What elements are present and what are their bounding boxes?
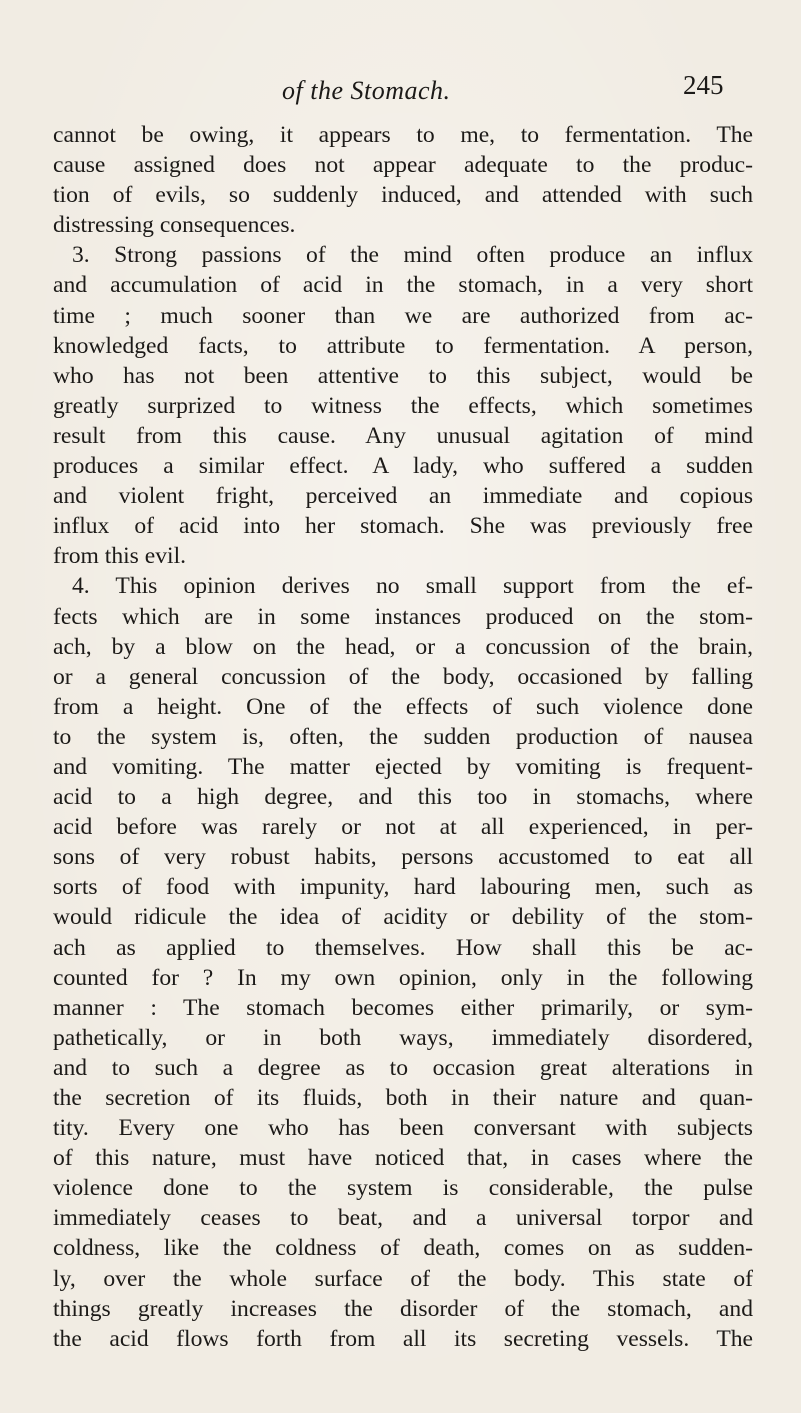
text-line: acid before was rarely or not at all experienced, in per- bbox=[53, 814, 753, 841]
text-line: violence done to the system is considerable, the pulse bbox=[53, 1175, 753, 1202]
text-line: cannot be owing, it appears to me, to fermentation. The bbox=[53, 122, 753, 148]
text-line: distressing consequences. bbox=[53, 212, 296, 239]
text-line: counted for ? In my own opinion, only in the following bbox=[53, 964, 753, 991]
text-line: and to such a degree as to occasion great alterations in bbox=[53, 1054, 753, 1081]
text-line: greatly surprized to witness the effects, which sometimes bbox=[53, 392, 753, 419]
text-line: would ridicule the idea of acidity or debility of the stom- bbox=[53, 904, 753, 931]
text-line: fects which are in some instances produced on the stom- bbox=[53, 603, 753, 630]
running-head bbox=[0, 70, 801, 110]
text-line: pathetically, or in both ways, immediately disordered, bbox=[53, 1024, 753, 1051]
text-line: or a general concussion of the body, occasioned by falling bbox=[53, 663, 753, 690]
text-line: who has not been attentive to this subject, would be bbox=[53, 362, 753, 389]
text-line: 3. Strong passions of the mind often produce an influx bbox=[72, 242, 753, 269]
running-title: of the Stomach. bbox=[282, 76, 451, 105]
text-line: and vomiting. The matter ejected by vomiting is frequent- bbox=[53, 753, 753, 780]
text-line: sons of very robust habits, persons accustomed to eat all bbox=[53, 844, 753, 871]
text-line: and accumulation of acid in the stomach, in a very short bbox=[53, 272, 753, 299]
text-line: to the system is, often, the sudden production of nausea bbox=[53, 723, 753, 750]
text-line: produces a similar effect. A lady, who suffered a sudden bbox=[53, 453, 753, 480]
text-line: from this evil. bbox=[53, 543, 187, 570]
text-line: knowledged facts, to attribute to fermentation. A person, bbox=[53, 332, 753, 359]
text-line: immediately ceases to beat, and a universal torpor and bbox=[53, 1205, 753, 1232]
text-line: tity. Every one who has been conversant with subjects bbox=[53, 1115, 753, 1142]
body-text bbox=[53, 120, 753, 1354]
page-number: 245 bbox=[683, 70, 724, 100]
text-line: tion of evils, so suddenly induced, and attended with such bbox=[53, 182, 753, 209]
text-line: 4. This opinion derives no small support from the ef- bbox=[72, 573, 753, 600]
text-line: acid to a high degree, and this too in stomachs, where bbox=[53, 784, 753, 811]
text-line: ach, by a blow on the head, or a concussion of the brain, bbox=[53, 633, 753, 660]
text-line: from a height. One of the effects of such violence done bbox=[53, 693, 753, 720]
text-line: of this nature, must have noticed that, in cases where the bbox=[53, 1145, 753, 1172]
text-line: the secretion of its fluids, both in their nature and quan- bbox=[53, 1085, 753, 1111]
text-line: manner : The stomach becomes either primarily, or sym- bbox=[53, 994, 753, 1021]
text-line: things greatly increases the disorder of the stomach, and bbox=[53, 1295, 753, 1322]
text-line: ly, over the whole surface of the body. This state of bbox=[53, 1265, 753, 1292]
text-line: ach as applied to themselves. How shall this be ac- bbox=[53, 934, 753, 961]
text-line: time ; much sooner than we are authorized from ac- bbox=[53, 302, 753, 329]
text-line: and violent fright, perceived an immediate and copious bbox=[53, 483, 753, 510]
text-line: coldness, like the coldness of death, comes on as sudden- bbox=[53, 1235, 753, 1262]
text-line: the acid flows forth from all its secreting vessels. The bbox=[53, 1325, 753, 1352]
text-line: influx of acid into her stomach. She was previously free bbox=[53, 513, 753, 540]
text-line: result from this cause. Any unusual agitation of mind bbox=[53, 422, 753, 449]
text-line: cause assigned does not appear adequate to the produc- bbox=[53, 152, 753, 179]
text-line: sorts of food with impunity, hard labouring men, such as bbox=[53, 874, 753, 901]
